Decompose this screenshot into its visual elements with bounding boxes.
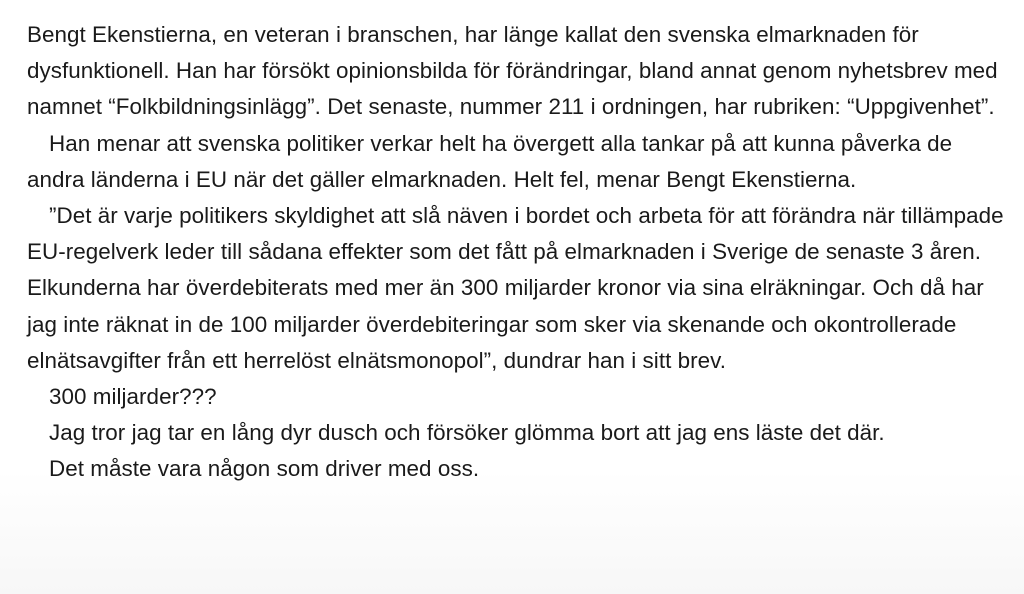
paragraph-intro: Bengt Ekenstierna, en veteran i branschen, har länge kallat den svenska elmarknaden för dysfunktionell. Han har försökt opinionsbilda för förändringar, bland annat genom nyhetsbrev med namnet “Folkbildningsinlägg”. Det senaste, nummer 211 i ordningen, har rubriken: “Uppgivenhet”. xyxy=(27,22,998,120)
paragraph-politicians: Han menar att svenska politiker verkar helt ha övergett alla tankar på att kunna påverka de andra länderna i EU när det gäller elmarknaden. Helt fel, menar Bengt Ekenstierna. xyxy=(27,130,953,192)
paragraph-dusch: Jag tror jag tar en lång dyr dusch och försöker glömma bort att jag ens läste det där. xyxy=(49,420,885,446)
article-body xyxy=(27,17,1014,488)
paragraph-300-miljarder: 300 miljarder??? xyxy=(49,384,217,410)
paragraph-quote: ”Det är varje politikers skyldighet att slå näven i bordet och arbeta för att förändra när tillämpade EU-regelverk leder till sådana effekter som det fått på elmarknaden i Sverige de senaste 3 åren. Elkunderna har överdebiterats med mer än 300 miljarder kronor via sina elräkningar. Och då har jag inte räknat in de 100 miljarder överdebiteringar som sker via skenande och okontrollerade elnätsavgifter från ett herrelöst elnätsmonopol”, dundrar han i sitt brev. xyxy=(27,203,1004,373)
paragraph-closing: Det måste vara någon som driver med oss. xyxy=(49,456,480,482)
